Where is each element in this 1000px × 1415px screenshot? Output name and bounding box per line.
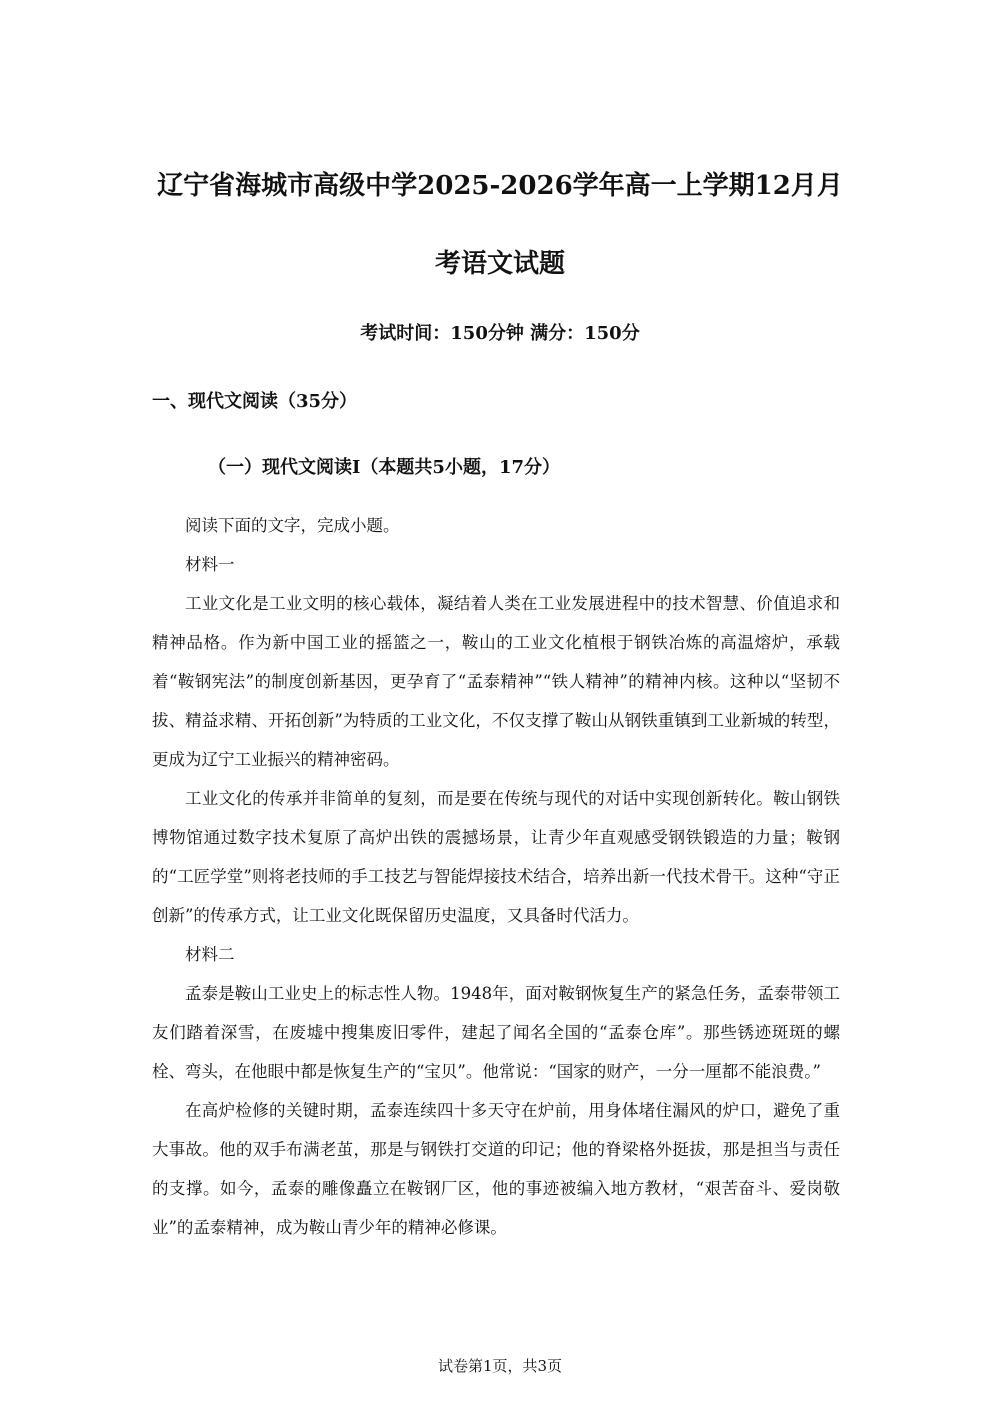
material-one-paragraph: 工业文化是工业文明的核心载体，凝结着人类在工业发展进程中的技术智慧、价值追求和精神品格。作为新中国工业的摇篮之一，鞍山的工业文化植根于钢铁冶炼的高温熔炉，承载着“鞍钢宪法”的制度创新基因，更孕育了“孟泰精神”“铁人精神”的精神内核。这种以“坚韧不拔、精益求精、开拓创新”为特质的工业文化，不仅支撑了鞍山从钢铁重镇到工业新城的转型，更成为辽宁工业振兴的精神密码。 [152, 594, 840, 769]
material-two-paragraph: 孟泰是鞍山工业史上的标志性人物。1948年，面对鞍钢恢复生产的紧急任务，孟泰带领工友们踏着深雪，在废墟中搜集废旧零件，建起了闻名全国的“孟泰仓库”。那些锈迹斑斑的螺栓、弯头，在他眼中都是恢复生产的“宝贝”。他常说：“国家的财产，一分一厘都不能浪费。” [152, 984, 840, 1081]
exam-title-line1: 辽宁省海城市高级中学2025-2026学年高一上学期12月月 [157, 171, 843, 201]
instruction-paragraph: 阅读下面的文字，完成小题。 [185, 516, 400, 535]
material-one-label: 材料一 [185, 555, 235, 574]
page-footer: 试卷第1页，共3页 [437, 1357, 563, 1375]
exam-time-and-score: 考试时间：150分钟 满分：150分 [360, 323, 640, 344]
material-two-paragraph: 在高炉检修的关键时期，孟泰连续四十多天守在炉前，用身体堵住漏风的炉口，避免了重大事故。他的双手布满老茧，那是与钢铁打交道的印记；他的脊梁格外挺拔，那是担当与责任的支撑。如今，孟泰的雕像矗立在鞍钢厂区，他的事迹被编入地方教材，“艰苦奋斗、爱岗敬业”的孟泰精神，成为鞍山青少年的精神必修课。 [152, 1101, 840, 1237]
sub-section-heading: （一）现代文阅读Ⅰ（本题共5小题，17分） [208, 457, 560, 478]
exam-title-line2: 考语文试题 [434, 249, 565, 279]
section-heading: 一、现代文阅读（35分） [152, 391, 358, 412]
material-one-paragraph: 工业文化的传承并非简单的复刻，而是要在传统与现代的对话中实现创新转化。鞍山钢铁博物馆通过数字技术复原了高炉出铁的震撼场景，让青少年直观感受钢铁锻造的力量；鞍钢的“工匠学堂”则将老技师的手工技艺与智能焊接技术结合，培养出新一代技术骨干。这种“守正创新”的传承方式，让工业文化既保留历史温度，又具备时代活力。 [152, 789, 840, 925]
reading-material [152, 506, 840, 1247]
material-two-label: 材料二 [185, 945, 235, 964]
